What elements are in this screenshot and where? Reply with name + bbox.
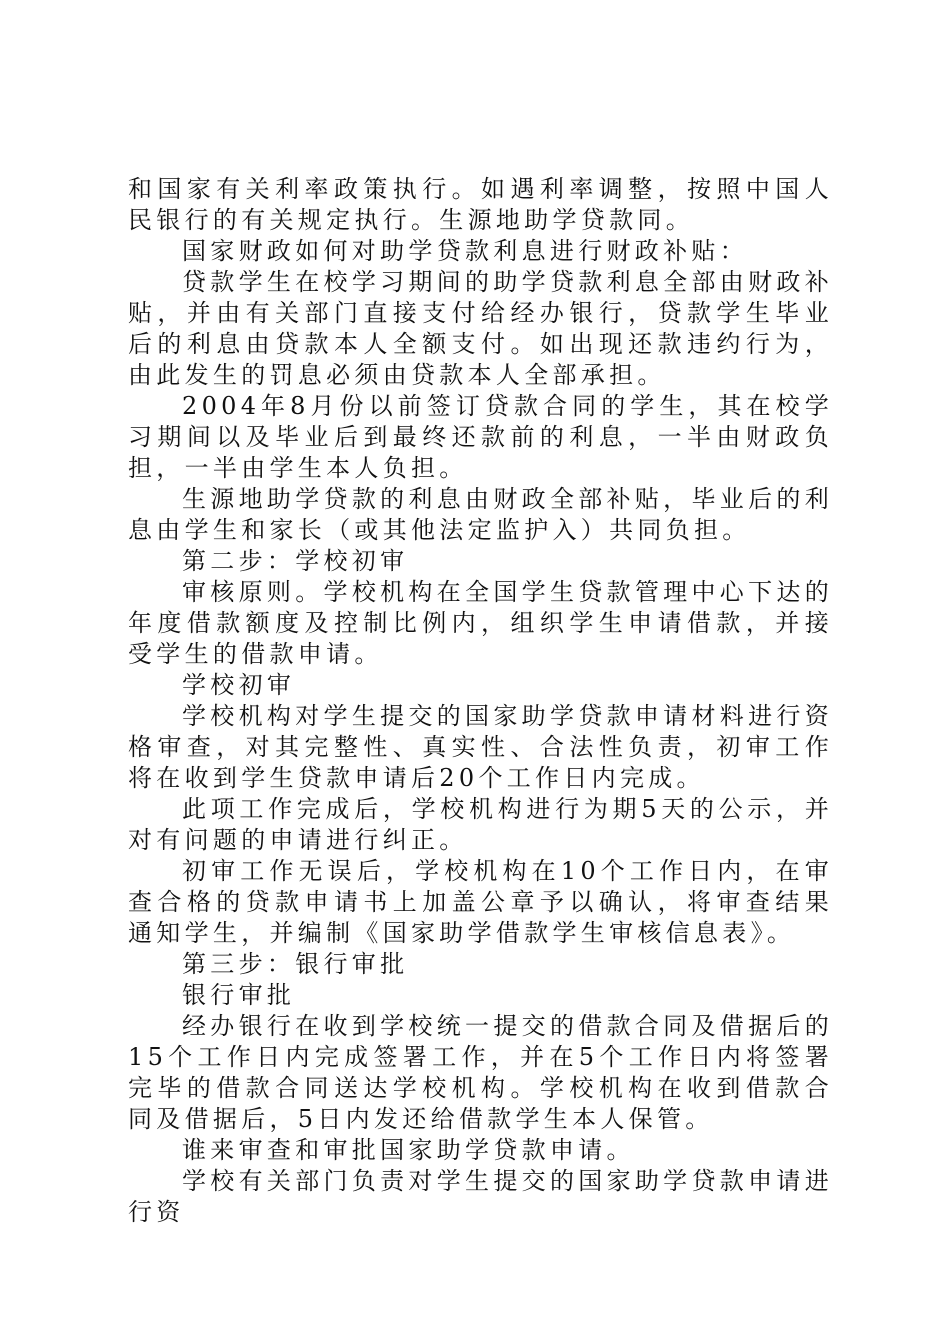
heading-interest-subsidy-question: 国家财政如何对助学贷款利息进行财政补贴： bbox=[182, 237, 748, 265]
heading-bank-approval: 银行审批 bbox=[182, 981, 296, 1009]
paragraph-review-principle: 审核原则。学校机构在全国学生贷款管理中心下达的年度借款额度及控制比例内，组织学生申请借款，并接受学生的借款申请。 bbox=[128, 578, 833, 668]
paragraph-public-notice: 此项工作完成后，学校机构进行为期5天的公示，并对有问题的申请进行纠正。 bbox=[128, 795, 833, 854]
document-body bbox=[128, 174, 833, 1228]
paragraph-qualification-review: 学校机构对学生提交的国家助学贷款申请材料进行资格审查，对其完整性、真实性、合法性负责，初审工作将在收到学生贷款申请后20个工作日内完成。 bbox=[128, 702, 833, 792]
paragraph-subsidy-during-study: 贷款学生在校学习期间的助学贷款利息全部由财政补贴，并由有关部门直接支付给经办银行，贷款学生毕业后的利息由贷款本人全额支付。如出现还款违约行为，由此发生的罚息必须由贷款本人全部承担。 bbox=[128, 268, 833, 389]
heading-step-two: 第二步：学校初审 bbox=[182, 547, 409, 575]
paragraph-school-department: 学校有关部门负责对学生提交的国家助学贷款申请进行资 bbox=[128, 1167, 833, 1226]
heading-school-review: 学校初审 bbox=[182, 671, 296, 699]
heading-step-three: 第三步：银行审批 bbox=[182, 950, 409, 978]
paragraph-seal-confirmation: 初审工作无误后，学校机构在10个工作日内，在审查合格的贷款申请书上加盖公章予以确认，将审查结果通知学生，并编制《国家助学借款学生审核信息表》。 bbox=[128, 857, 833, 947]
paragraph-bank-signing: 经办银行在收到学校统一提交的借款合同及借据后的15个工作日内完成签署工作，并在5个工作日内将签署完毕的借款合同送达学校机构。学校机构在收到借款合同及借据后，5日内发还给借款学生本人保管。 bbox=[128, 1012, 833, 1133]
paragraph-origin-loan-interest: 生源地助学贷款的利息由财政全部补贴，毕业后的利息由学生和家长（或其他法定监护入）共同负担。 bbox=[128, 485, 833, 544]
paragraph-interest-policy: 和国家有关利率政策执行。如遇利率调整，按照中国人民银行的有关规定执行。生源地助学贷款同。 bbox=[128, 175, 833, 234]
paragraph-contracts-before-2004: 2004年8月份以前签订贷款合同的学生，其在校学习期间以及毕业后到最终还款前的利息，一半由财政负担，一半由学生本人负担。 bbox=[128, 392, 833, 482]
heading-who-reviews: 谁来审查和审批国家助学贷款申请。 bbox=[182, 1136, 635, 1164]
